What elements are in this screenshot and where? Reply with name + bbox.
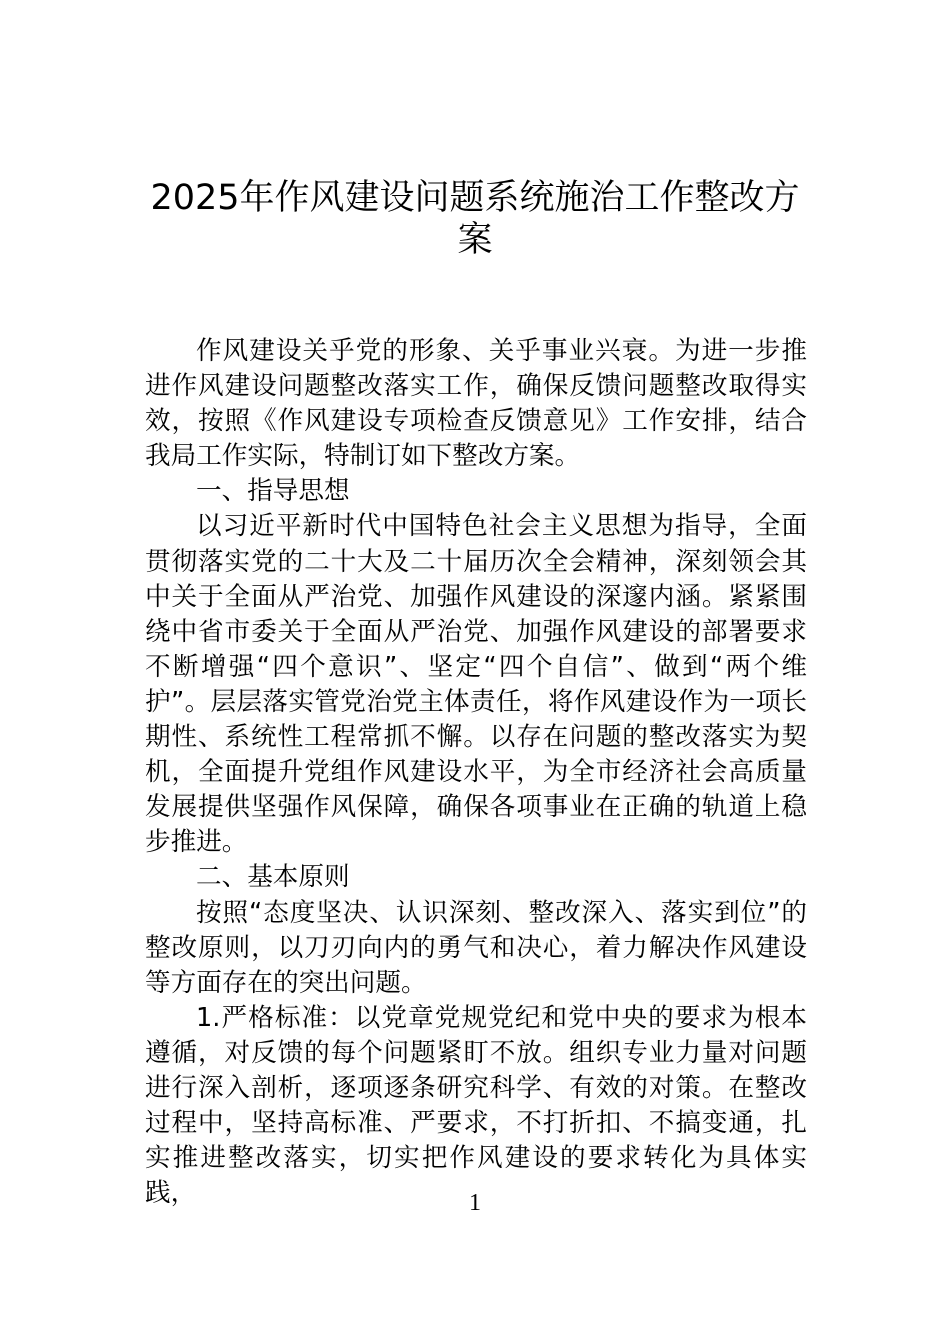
document-body (145, 334, 807, 1211)
basic-principles-paragraph: 按照“态度坚决、认识深刻、整改深入、落实到位”的整改原则，以刀刃向内的勇气和决心，着力解决作风建设等方面存在的突出问题。 (145, 897, 807, 998)
principle-1-paragraph: 1.严格标准：以党章党规党纪和党中央的要求为根本遵循，对反馈的每个问题紧盯不放。组织专业力量对问题进行深入剖析，逐项逐条研究科学、有效的对策。在整改过程中，坚持高标准、严要求，不打折扣、不搞变通，扎实推进整改落实，切实把作风建设的要求转化为具体实践， (145, 1002, 807, 1209)
document-title-line-2: 案 (457, 220, 493, 260)
section-heading-guiding-thought: 一、指导思想 (196, 476, 350, 507)
intro-paragraph: 作风建设关乎党的形象、关乎事业兴衰。为进一步推进作风建设问题整改落实工作，确保反馈问题整改取得实效，按照《作风建设专项检查反馈意见》工作安排，结合我局工作实际，特制订如下整改方案。 (145, 336, 807, 472)
document-title-line-1: 2025年作风建设问题系统施治工作整改方 (150, 178, 800, 218)
guiding-thought-paragraph: 以习近平新时代中国特色社会主义思想为指导，全面贯彻落实党的二十大及二十届历次全会精神，深刻领会其中关于全面从严治党、加强作风建设的深邃内涵。紧紧围绕中省市委关于全面从严治党、加强作风建设的部署要求不断增强“四个意识”、坚定“四个自信”、做到“两个维护”。层层落实管党治党主体责任，将作风建设作为一项长期性、系统性工程常抓不懈。以存在问题的整改落实为契机，全面提升党组作风建设水平，为全市经济社会高质量发展提供坚强作风保障，确保各项事业在正确的轨道上稳步推进。 (145, 511, 807, 858)
section-heading-basic-principles: 二、基本原则 (196, 862, 350, 893)
page-number: 1 (469, 1190, 481, 1216)
